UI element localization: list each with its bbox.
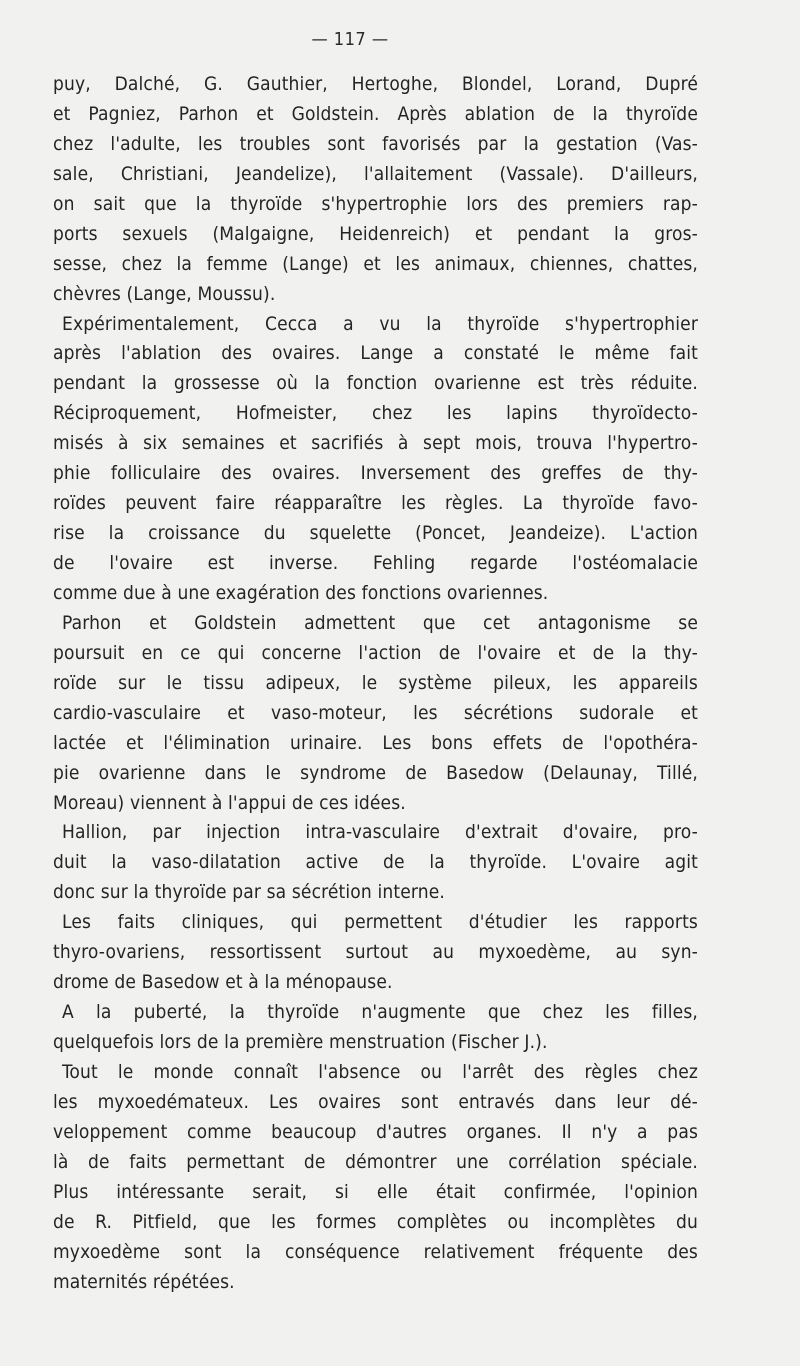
text-line: pie ovarienne dans le syndrome de Basedow (Delaunay, Tillé, — [53, 761, 698, 784]
text-line: myxoedème sont la conséquence relativement fréquente des — [53, 1240, 698, 1263]
text-line: A la puberté, la thyroïde n'augmente que chez les filles, — [62, 1001, 698, 1024]
page-number: — 117 — — [311, 29, 389, 50]
text-line: thyro-ovariens, ressortissent surtout au myxoedème, au syn- — [53, 941, 698, 964]
text-line: sesse, chez la femme (Lange) et les animaux, chiennes, chattes, — [53, 252, 698, 275]
text-line: Réciproquement, Hofmeister, chez les lapins thyroïdecto- — [53, 402, 698, 425]
text-line: de R. Pitfield, que les formes complètes ou incomplètes du — [53, 1210, 698, 1233]
text-line: donc sur la thyroïde par sa sécrétion interne. — [53, 881, 445, 904]
text-line: comme due à une exagération des fonctions ovariennes. — [53, 581, 549, 604]
text-line: phie folliculaire des ovaires. Inversement des greffes de thy- — [53, 462, 698, 485]
text-line: Moreau) viennent à l'appui de ces idées. — [53, 791, 406, 814]
text-line: Les faits cliniques, qui permettent d'étudier les rapports — [62, 911, 698, 934]
text-line: Plus intéressante serait, si elle était confirmée, l'opinion — [53, 1180, 698, 1203]
text-line: pendant la grossesse où la fonction ovarienne est très réduite. — [53, 372, 698, 395]
text-line: de l'ovaire est inverse. Fehling regarde l'ostéomalacie — [53, 552, 698, 574]
text-line: lactée et l'élimination urinaire. Les bons effets de l'opothéra- — [53, 731, 698, 754]
text-line: quelquefois lors de la première menstruation (Fischer J.). — [53, 1031, 548, 1053]
paragraph — [53, 310, 698, 609]
text-line: maternités répétées. — [53, 1270, 235, 1293]
text-line: duit la vaso-dilatation active de la thyroïde. L'ovaire agit — [53, 851, 698, 874]
paragraph — [53, 609, 698, 819]
paragraph — [53, 1058, 698, 1298]
paragraph — [53, 908, 698, 998]
text-line: poursuit en ce qui concerne l'action de l'ovaire et de la thy- — [53, 641, 698, 664]
text-line: cardio-vasculaire et vaso-moteur, les sécrétions sudorale et — [53, 701, 698, 724]
text-line: Hallion, par injection intra-vasculaire d'extrait d'ovaire, pro- — [62, 821, 698, 844]
text-line: là de faits permettant de démontrer une corrélation spéciale. — [53, 1150, 698, 1173]
text-line: roïde sur le tissu adipeux, le système pileux, les appareils — [53, 671, 698, 694]
text-line: rise la croissance du squelette (Poncet, Jeandeize). L'action — [53, 522, 698, 545]
text-line: sale, Christiani, Jeandelize), l'allaitement (Vassale). D'ailleurs, — [53, 162, 698, 185]
text-line: veloppement comme beaucoup d'autres organes. Il n'y a pas — [53, 1120, 698, 1143]
paragraph — [53, 818, 698, 908]
text-line: on sait que la thyroïde s'hypertrophie lors des premiers rap- — [53, 192, 698, 215]
text-line: puy, Dalché, G. Gauthier, Hertoghe, Blondel, Lorand, Dupré — [53, 73, 698, 95]
text-line: Tout le monde connaît l'absence ou l'arrêt des règles chez — [62, 1060, 698, 1083]
text-line: chèvres (Lange, Moussu). — [53, 282, 276, 305]
paragraph — [53, 998, 698, 1058]
body-text — [53, 70, 698, 1297]
text-line: Expérimentalement, Cecca a vu la thyroïde s'hypertrophier — [62, 312, 698, 335]
text-line: après l'ablation des ovaires. Lange a constaté le même fait — [53, 342, 698, 365]
text-line: ports sexuels (Malgaigne, Heidenreich) et pendant la gros- — [53, 222, 698, 245]
text-line: roïdes peuvent faire réapparaître les règles. La thyroïde favo- — [53, 492, 698, 515]
text-line: Parhon et Goldstein admettent que cet antagonisme se — [62, 611, 698, 634]
text-line: misés à six semaines et sacrifiés à sept mois, trouva l'hypertro- — [53, 432, 698, 455]
text-line: les myxoedémateux. Les ovaires sont entravés dans leur dé- — [53, 1090, 698, 1113]
text-line: et Pagniez, Parhon et Goldstein. Après ablation de la thyroïde — [53, 102, 698, 125]
text-line: drome de Basedow et à la ménopause. — [53, 971, 393, 994]
paragraph — [53, 70, 698, 310]
text-line: chez l'adulte, les troubles sont favorisés par la gestation (Vas- — [53, 132, 698, 155]
